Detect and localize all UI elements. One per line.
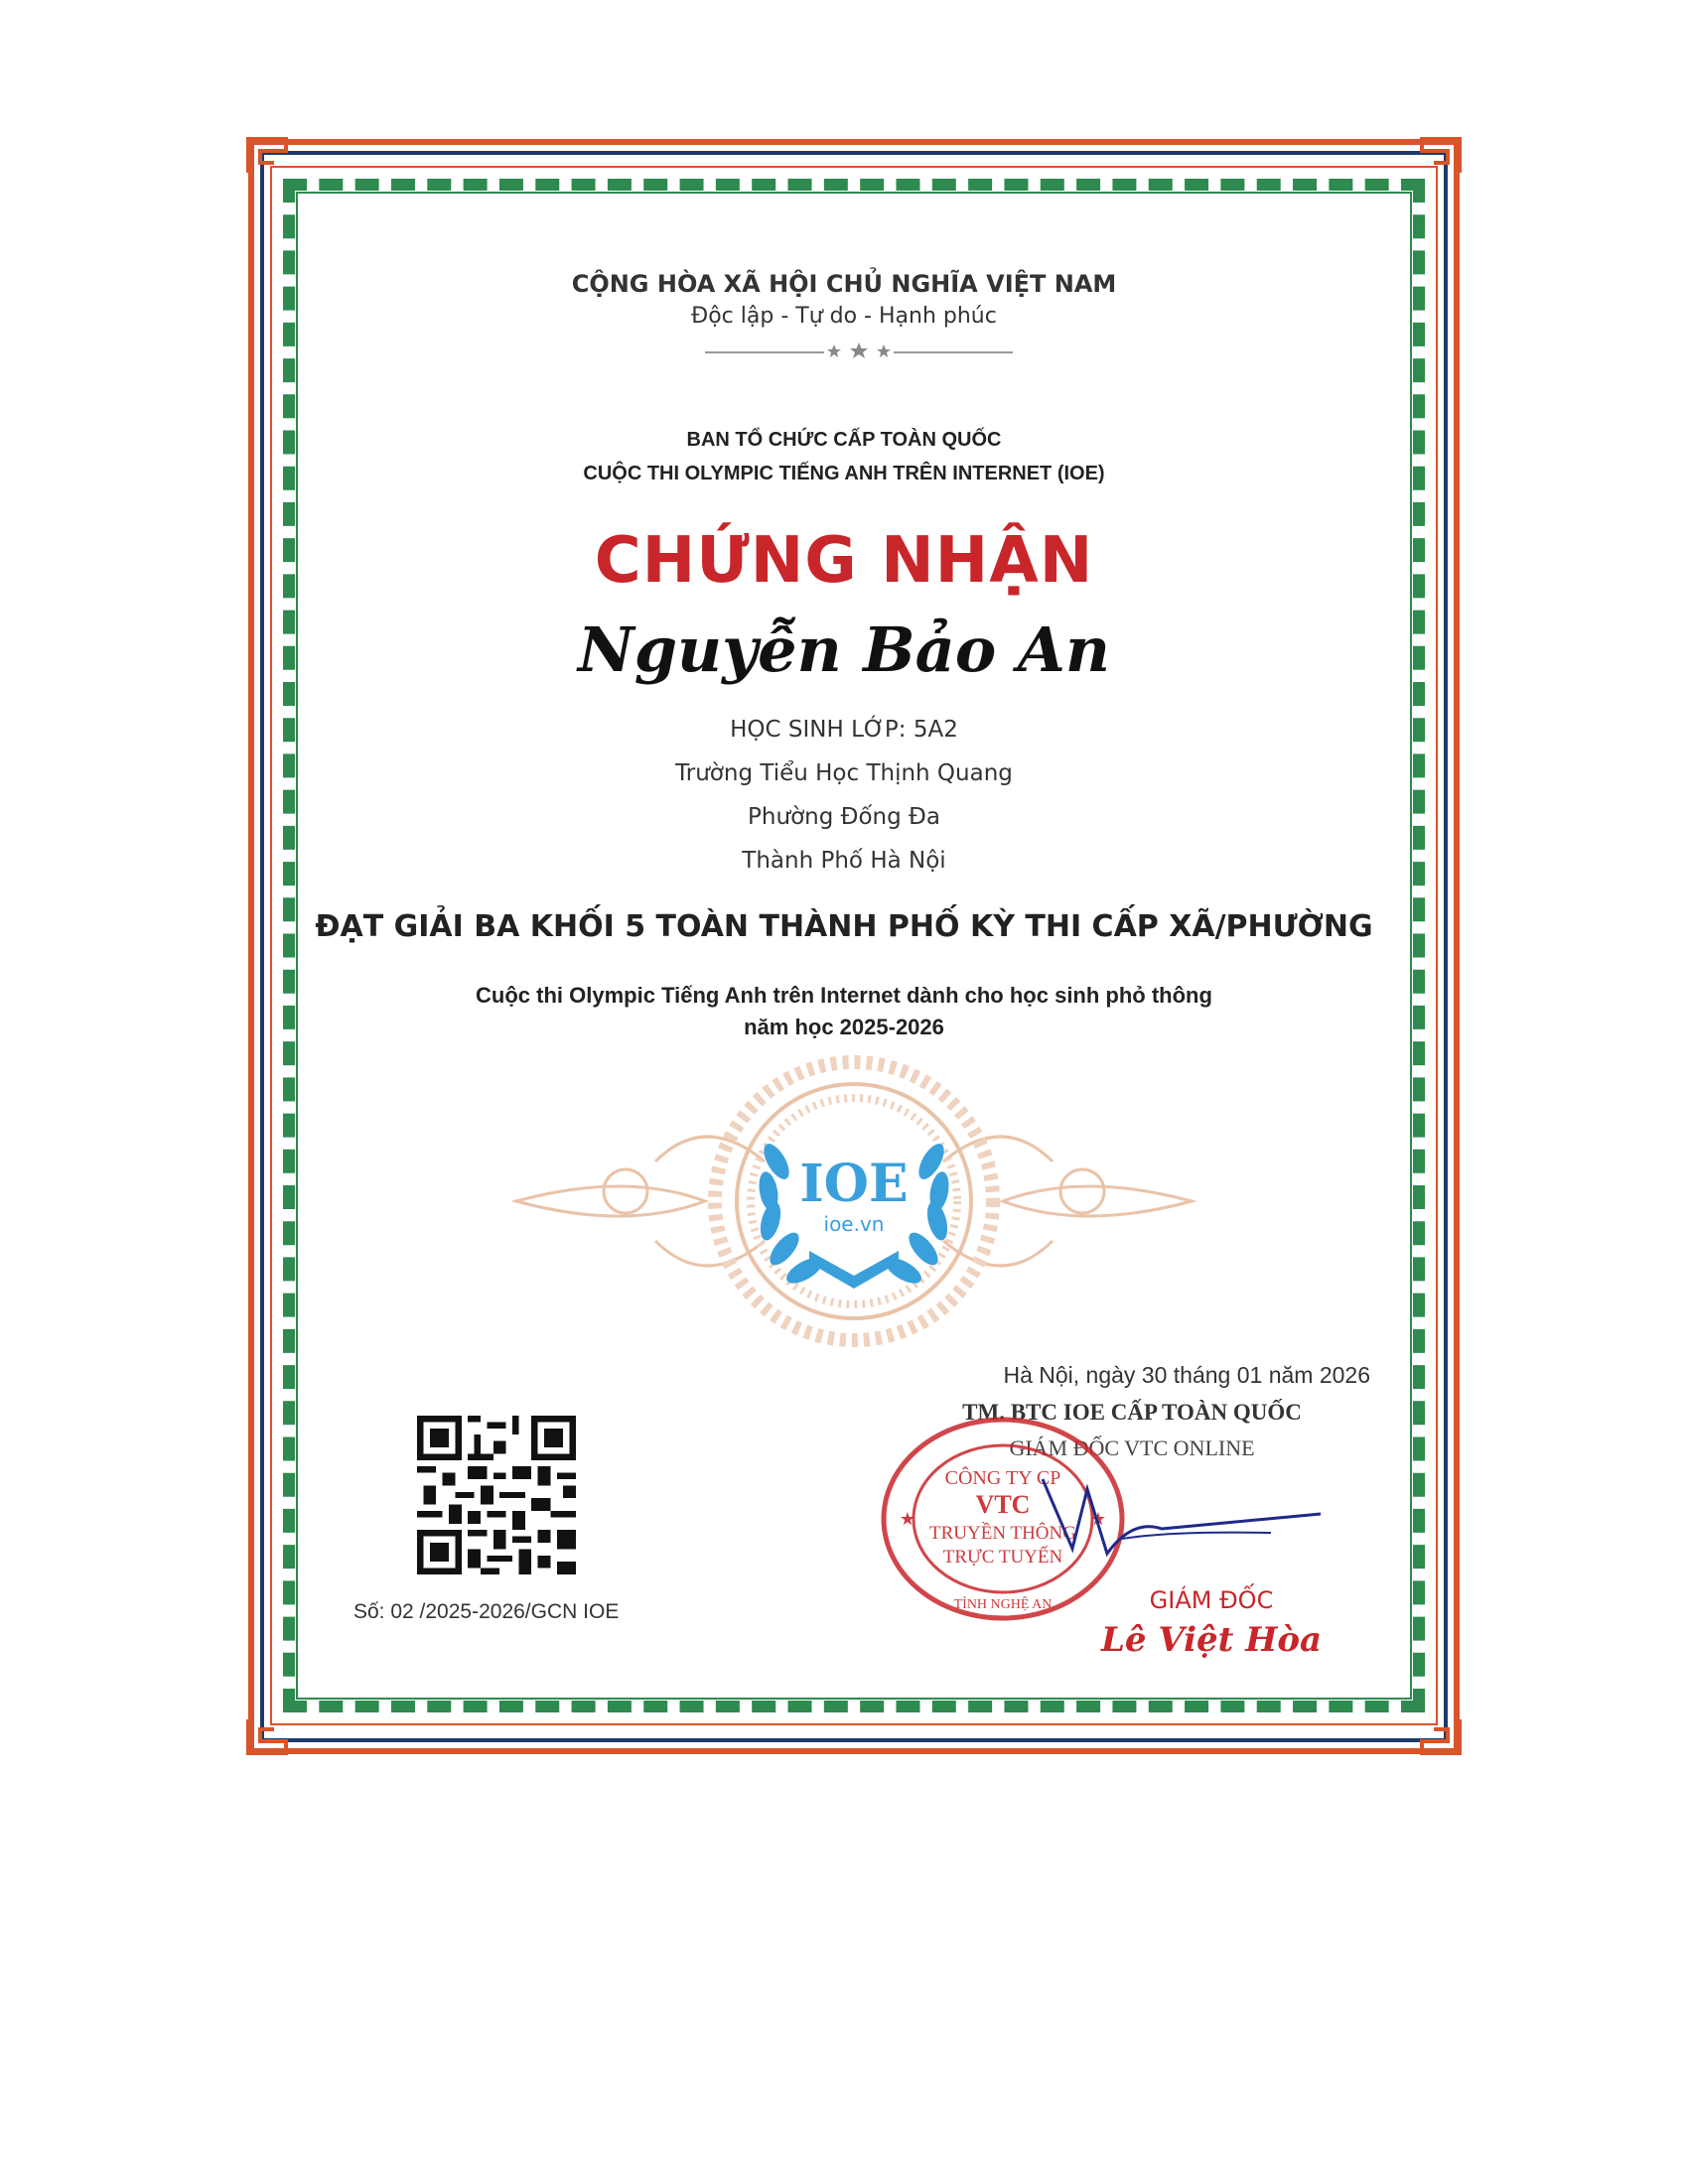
svg-text:VTC: VTC [975,1490,1031,1519]
corner-ornament-icon [246,1717,306,1757]
svg-text:TỈNH NGHỆ AN: TỈNH NGHỆ AN [953,1597,1053,1612]
stars-icon [824,341,894,361]
corner-ornament-icon [1402,135,1462,175]
national-title: CỘNG HÒA XÃ HỘI CHỦ NGHĨA VIỆT NAM [571,270,1117,298]
certificate-title: CHỨNG NHẬN [594,524,1094,598]
organizer-line-1: BAN TỔ CHỨC CẤP TOÀN QUỐC [686,429,1002,451]
signer-role: GIÁM ĐỐC [1149,1586,1274,1614]
national-motto: Độc lập - Tự do - Hạnh phúc [691,304,997,329]
recipient-name: Nguyễn Bảo An [578,614,1110,686]
school-year: năm học 2025-2026 [744,1015,944,1039]
issue-date: Hà Nội, ngày 30 tháng 01 năm 2026 [1003,1362,1370,1388]
signer-name: Lê Việt Hòa [1100,1620,1323,1660]
corner-ornament-icon [1402,1717,1462,1757]
svg-text:★: ★ [1089,1509,1107,1529]
svg-text:TRỰC TUYẾN: TRỰC TUYẾN [942,1547,1063,1568]
svg-text:TRUYỀN THÔNG: TRUYỀN THÔNG [929,1523,1076,1544]
handwritten-signature-icon [1033,1459,1331,1578]
divider-right [894,351,1013,353]
qr-code-icon [411,1416,582,1574]
certificate-serial-number: Số: 02 /2025-2026/GCN IOE [353,1600,620,1623]
ioe-emblem-icon [506,1052,1201,1350]
class-line: HỌC SINH LỚP: 5A2 [730,717,958,743]
svg-text:CÔNG TY CP: CÔNG TY CP [944,1467,1061,1489]
award-line: ĐẠT GIẢI BA KHỐI 5 TOÀN THÀNH PHỐ KỲ THI CẤP XÃ/PHƯỜNG [315,909,1373,944]
divider-left [705,351,824,353]
corner-ornament-icon [246,135,306,175]
city-name: Thành Phố Hà Nội [742,848,946,874]
school-name: Trường Tiểu Học Thịnh Quang [675,760,1013,786]
svg-text:★: ★ [899,1509,916,1529]
contest-description: Cuộc thi Olympic Tiếng Anh trên Internet dành cho học sinh phỏ thông [476,983,1212,1008]
signer-title: GIÁM ĐỐC VTC ONLINE [1009,1435,1255,1460]
emblem-logo-text: IOE [799,1154,909,1214]
signer-organization: TM. BTC IOE CẤP TOÀN QUỐC [962,1400,1302,1425]
ward-name: Phường Đống Đa [748,804,940,830]
emblem-logo-subtext: ioe.vn [823,1212,885,1236]
organizer-line-2: CUỘC THI OLYMPIC TIẾNG ANH TRÊN INTERNET (IOE) [583,463,1105,484]
